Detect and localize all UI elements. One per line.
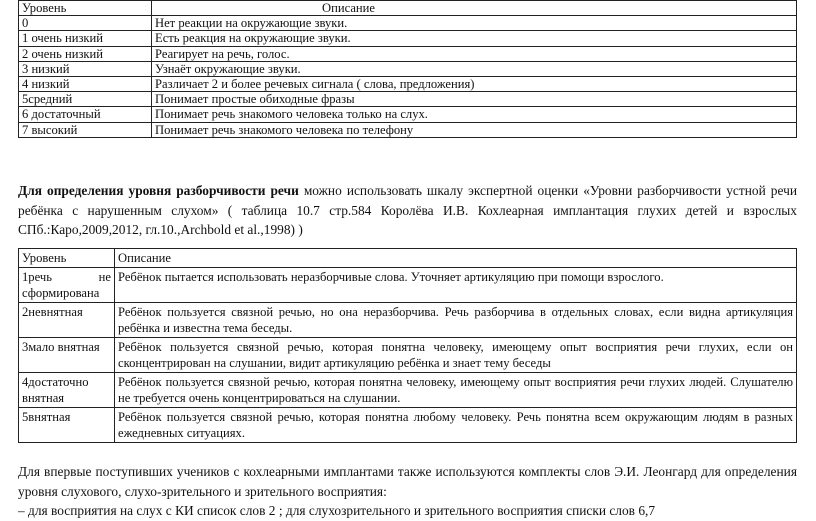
level-cell: 5внятная: [19, 408, 115, 443]
level-cell: 5средний: [19, 92, 152, 107]
level-cell: [19, 268, 115, 303]
table-row: [19, 373, 797, 408]
level-cell: 0: [19, 16, 152, 31]
paragraph-line: Для впервые поступивших учеников с кохлеарными имплантами также используются комплекты слов Э.И. Леонгард для определения уровня слухового, слухо-зрительного и зрительного восприятия:: [18, 464, 797, 499]
description-cell: Ребёнок пользуется связной речью, но она неразборчива. Речь разборчива в отдельных словах, если видна артикуляция ребёнка и известна тема беседы.: [115, 303, 797, 338]
table-header-row: [19, 1, 797, 16]
level-cell: 2 очень низкий: [19, 46, 152, 61]
level-cell: 4достаточно внятная: [19, 373, 115, 408]
description-cell: Ребёнок пользуется связной речью, которая понятна человеку, имеющему опыт восприятия речи глухих, если он сконцентрирован на слушании, видит артикуляцию ребёнка и знает тему беседы: [115, 338, 797, 373]
intelligibility-paragraph: [18, 181, 797, 240]
level-cell: 3мало внятная: [19, 338, 115, 373]
paragraph-body: можно использовать шкалу экспертной оценки «Уровни разборчивости устной речи ребёнка с нарушенным слухом» ( таблица 10.7 стр.584 Королёва И.В. Кохлеарная имплантация глухих детей и взрослых СПб.:Каро,2009,2012, гл.10.,Archbold et al.,1998) ): [18, 183, 797, 237]
description-cell: Ребёнок пользуется связной речью, которая понятна человеку, имеющему опыт восприятия речи глухих людей. Слушателю не требуется очень концентрироваться на слушании.: [115, 373, 797, 408]
table-row: [19, 107, 797, 122]
table-row: [19, 338, 797, 373]
table-row: [19, 408, 797, 443]
header-level: Уровень: [19, 1, 152, 16]
header-description-text: Описание: [322, 1, 375, 15]
table-row: [19, 122, 797, 137]
description-cell: Есть реакция на окружающие звуки.: [152, 31, 797, 46]
description-cell: Ребёнок пытается использовать неразборчивые слова. Уточняет артикуляцию при помощи взрослого.: [115, 268, 797, 303]
table-header-row: [19, 249, 797, 268]
header-description: Описание: [115, 249, 797, 268]
paragraph-bold-lead: Для определения уровня разборчивости речи: [18, 183, 299, 198]
level-cell: 6 достаточный: [19, 107, 152, 122]
table-row: [19, 303, 797, 338]
level-line: [22, 269, 111, 285]
description-cell: Реагирует на речь, голос.: [152, 46, 797, 61]
level-word: сформирована: [22, 286, 100, 300]
description-cell: Различает 2 и более речевых сигнала ( слова, предложения): [152, 77, 797, 92]
table-row: [19, 92, 797, 107]
description-cell: Понимает речь знакомого человека только на слух.: [152, 107, 797, 122]
paragraph-line: – для восприятия на слух с КИ список слов 2 ; для слухозрительного и зрительного восприятия списки слов 6,7: [18, 503, 656, 518]
table-row: [19, 268, 797, 303]
description-cell: Понимает простые обиходные фразы: [152, 92, 797, 107]
level-cell: 1 очень низкий: [19, 31, 152, 46]
table-row: [19, 16, 797, 31]
level-cell: 4 низкий: [19, 77, 152, 92]
table-row: [19, 77, 797, 92]
description-cell: Нет реакции на окружающие звуки.: [152, 16, 797, 31]
level-cell: 7 высокий: [19, 122, 152, 137]
description-cell: Узнаёт окружающие звуки.: [152, 61, 797, 76]
level-cell: 2невнятная: [19, 303, 115, 338]
level-word: не: [98, 270, 111, 284]
level-cell: 3 низкий: [19, 61, 152, 76]
hearing-level-table: [18, 0, 797, 138]
description-cell: Понимает речь знакомого человека по телефону: [152, 122, 797, 137]
table-row: [19, 31, 797, 46]
header-level: Уровень: [19, 249, 115, 268]
level-word: 1речь: [22, 270, 52, 284]
header-description: [152, 1, 797, 16]
word-lists-paragraph: [18, 462, 797, 521]
speech-intelligibility-table: [18, 248, 797, 443]
table-row: [19, 61, 797, 76]
table-row: [19, 46, 797, 61]
description-cell: Ребёнок пользуется связной речью, которая понятна любому человеку. Речь понятна всем окружающим людям в разных ежедневных ситуациях.: [115, 408, 797, 443]
